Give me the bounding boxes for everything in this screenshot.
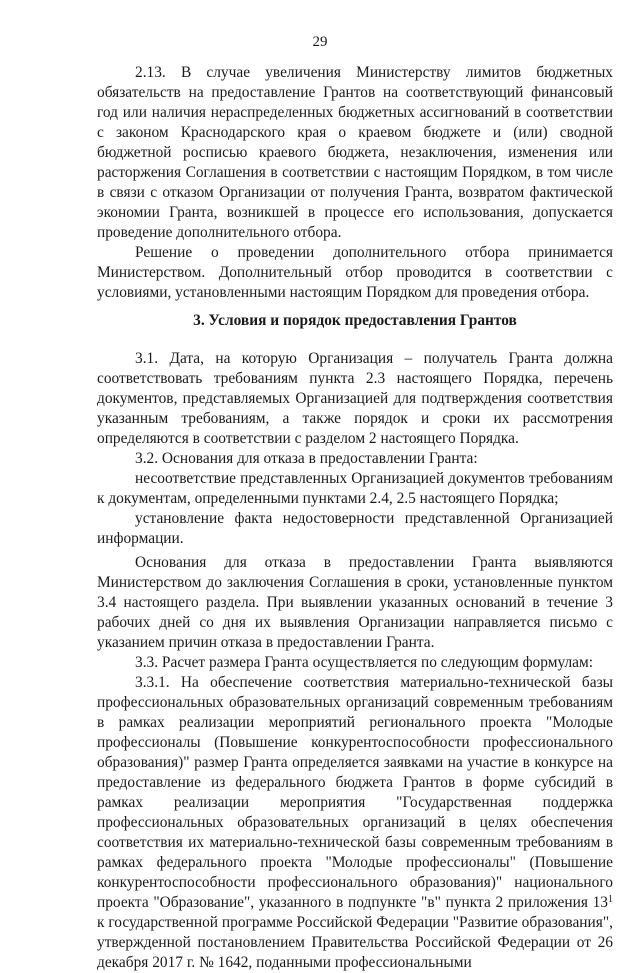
paragraph-3-3: 3.3. Расчет размера Гранта осуществляется по следующим формулам:	[135, 654, 593, 671]
paragraph-3-3-1-text-b: к государственной программе Российской Федерации "Развитие образования", утвержденной постановлением Правительства Российской Федерации от 26 декабря 2017 г. № 1642, поданными профессиональными	[97, 914, 613, 971]
paragraph-2-13: 2.13. В случае увеличения Министерству лимитов бюджетных обязательств на предоставление Грантов на соответствующий финансовый год или наличия нераспределенных бюджетных ассигнований в соответствии с законом Краснодарского края о краевом бюджете и (или) сводной бюджетной росписью краевого бюджета, незаключения, изменения или расторжения Соглашения в соответствии с настоящим Порядком, в том числе в связи с отказом Организации от получения Гранта, возвратом фактической экономии Гранта, возникшей в процессе его использования, допускается проведение дополнительного отбора.	[97, 64, 613, 241]
section-heading: 3. Условия и порядок предоставления Грантов	[193, 312, 517, 329]
paragraph-3-1: 3.1. Дата, на которую Организация – получатель Гранта должна соответствовать требованиям пункта 2.3 настоящего Порядка, перечень документов, представляемых Организацией для подтверждения соответствия указанным требованиям, а также порядок и сроки их рассмотрения определяются в соответствии с разделом 2 настоящего Порядка.	[97, 350, 613, 447]
paragraph-additional-selection: Решение о проведении дополнительного отбора принимается Министерством. Дополнительный отбор проводится в соответствии с условиями, установленными настоящим Порядком для проведения отбора.	[97, 244, 613, 301]
page-number: 29	[312, 34, 328, 50]
paragraph-refusal-procedure: Основания для отказа в предоставлении Гранта выявляются Министерством до заключения Соглашения в сроки, установленные пунктом 3.4 настоящего раздела. При выявлении указанных оснований в течение 3 рабочих дней со дня их выявления Организации направляется письмо с указанием причин отказа в предоставлении Гранта.	[97, 554, 613, 651]
paragraph-3-2: 3.2. Основания для отказа в предоставлении Гранта:	[135, 450, 478, 467]
document-body	[97, 63, 613, 973]
paragraph-3-3-1	[97, 673, 613, 973]
superscript-index: 1	[608, 894, 613, 905]
paragraph-3-3-1-text-a: 3.3.1. На обеспечение соответствия материально-технической базы профессиональных образовательных организаций современным требованиям в рамках реализации мероприятий регионального проекта "Молодые профессионалы (Повышение конкурентоспособности профессионального образования)" размер Гранта определяется заявками на участие в конкурсе на предоставление из федерального бюджета Грантов в форме субсидий в рамках реализации мероприятия "Государственная поддержка профессиональных образовательных организаций в целях обеспечения соответствия их материально-технической базы современным требованиям в рамках федерального проекта "Молодые профессионалы" (Повышение конкурентоспособности профессионального образования)" национального проекта "Образование", указанного в подпункте "в" пункта 2 приложения 13	[97, 674, 613, 911]
paragraph-refusal-ground-2: установление факта недостоверности представленной Организацией информации.	[97, 510, 613, 547]
paragraph-refusal-ground-1: несоответствие представленных Организацией документов требованиям к документам, определенными пунктами 2.4, 2.5 настоящего Порядка;	[97, 470, 613, 507]
